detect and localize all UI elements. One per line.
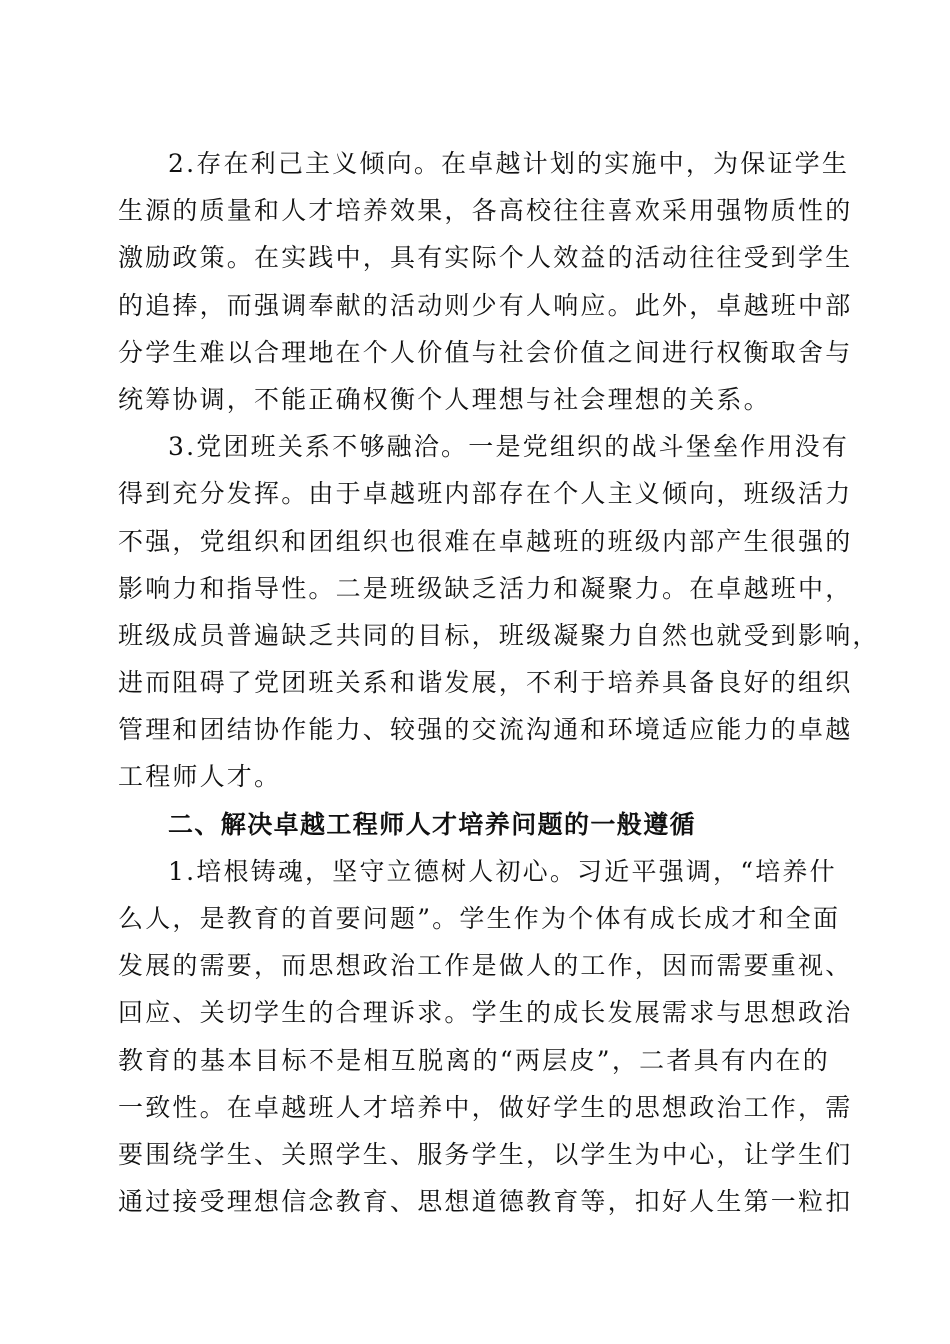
paragraph-2-line-3: 激励政策。在实践中，具有实际个人效益的活动往往受到学生 [118,243,853,273]
paragraph-4-line-4: 回应、关切学生的合理诉求。学生的成长发展需求与思想政治 [118,998,853,1028]
paragraph-2-line-2: 生源的质量和人才培养效果，各高校往往喜欢采用强物质性的 [118,196,853,226]
paragraph-4-line-5: 教育的基本目标不是相互脱离的“两层皮”，二者具有内在的 [118,1045,830,1075]
paragraph-3-line-1: 3.党团班关系不够融洽。一是党组织的战斗堡垒作用没有 [168,432,850,462]
paragraph-2-line-4: 的追捧，而强调奉献的活动则少有人响应。此外，卓越班中部 [118,290,853,320]
paragraph-4-line-8: 通过接受理想信念教育、思想道德教育等，扣好人生第一粒扣 [118,1187,853,1217]
paragraph-4-line-2: 么人，是教育的首要问题”。学生作为个体有成长成才和全面 [118,904,841,933]
paragraph-3-line-3: 不强，党组织和团组织也很难在卓越班的班级内部产生很强的 [118,526,853,556]
paragraph-4-line-3: 发展的需要，而思想政治工作是做人的工作，因而需要重视、 [118,951,853,981]
paragraph-3-line-4: 影响力和指导性。二是班级缺乏活力和凝聚力。在卓越班中， [118,573,853,603]
paragraph-3-line-7: 管理和团结协作能力、较强的交流沟通和环境适应能力的卓越 [118,715,853,745]
paragraph-3-line-6: 进而阻碍了党团班关系和谐发展，不利于培养具备良好的组织 [118,668,853,698]
paragraph-2-line-5: 分学生难以合理地在个人价值与社会价值之间进行权衡取舍与 [118,337,853,367]
document-body [118,140,880,1225]
paragraph-4-line-1: 1.培根铸魂，坚守立德树人初心。习近平强调，“培养什 [168,856,837,886]
paragraph-3-line-2: 得到充分发挥。由于卓越班内部存在个人主义倾向，班级活力 [118,479,853,509]
section-heading: 二、解决卓越工程师人才培养问题的一般遵循 [168,809,697,839]
paragraph-4-line-6: 一致性。在卓越班人才培养中，做好学生的思想政治工作，需 [118,1092,853,1122]
paragraph-2-line-1: 2.存在利己主义倾向。在卓越计划的实施中，为保证学生 [168,149,850,178]
paragraph-3-line-8: 工程师人才。 [118,762,282,792]
paragraph-4-line-7: 要围绕学生、关照学生、服务学生，以学生为中心，让学生们 [118,1139,853,1169]
paragraph-2-line-6: 统筹协调，不能正确权衡个人理想与社会理想的关系。 [118,384,771,414]
paragraph-3-line-5: 班级成员普遍缺乏共同的目标，班级凝聚力自然也就受到影响， [118,620,880,650]
